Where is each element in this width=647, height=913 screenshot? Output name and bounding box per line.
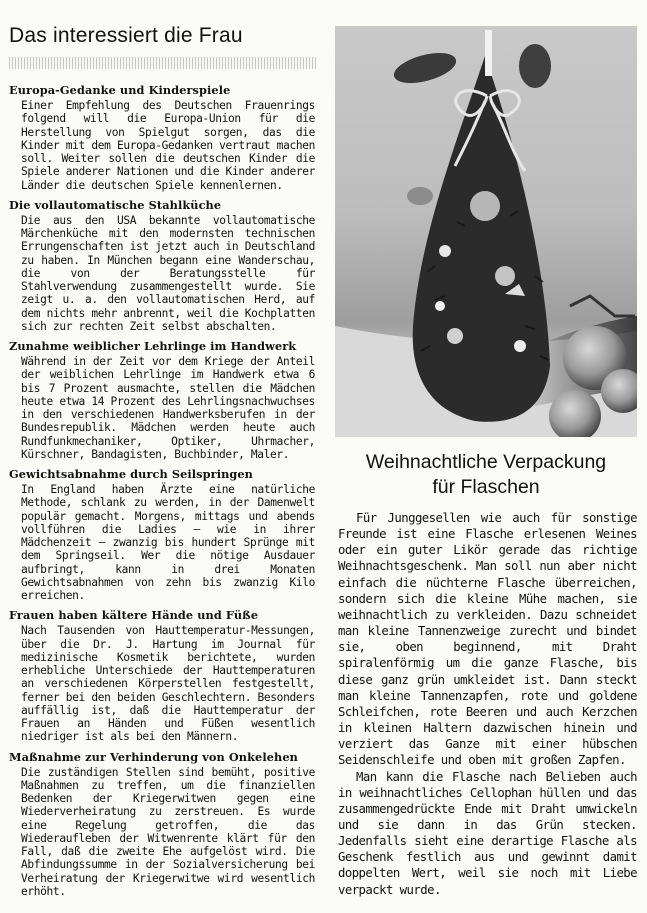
article-heading: Frauen haben kältere Hände und Füße bbox=[9, 608, 259, 623]
article-onkelehen bbox=[9, 750, 315, 899]
article-text: Die zuständigen Stellen sind bemüht, positive Maßnahmen zu treffen, um die finanziellen Bedenken der Kriegerwitwen gegen eine Wiederverheiratung zu zerstreuen. Es wurde eine Regelung getroffen, die das Wiederaufleben der Witwenrente klärt für den Fall, daß die zweite Ehe aufgelöst wird. Die Abfindungssumme in der Sozialversicherung bei Verheiratung der Kriegerwitwe wird wesentlich erhöht. bbox=[21, 765, 315, 898]
article-text: Die aus den USA bekannte vollautomatische Märchenküche mit den modernsten technischen Errungenschaften ist jetzt auch in Deutschland zu haben. In München begann eine Wanderschau, die von der Beratungsstelle für Stahlverwendung zusammengestellt wurde. Sie zeigt u. a. den vollautomatischen Herd, auf dem nichts mehr anbrennt, weil die Kochplatten sich zur rechten Zeit selbst abschalten. bbox=[21, 213, 315, 333]
article-heading: Die vollautomatische Stahlküche bbox=[9, 197, 222, 212]
article-heading: Gewichtsabnahme durch Seilspringen bbox=[9, 467, 253, 481]
article-text: Einer Empfehlung des Deutschen Frauenrings folgend will die Europa-Union für die Herstellung von Spielgut sorgen, das die Kinder mit dem Europa-Gedanken vertraut machen soll. Weiter sollen die deutschen Kinder die Spiele anderer Nationen und die Kinder anderer Länder die deutschen Spiele kennenlernen. bbox=[21, 99, 315, 192]
section-title: Das interessiert die Frau bbox=[9, 24, 243, 47]
headline-line-2: für Flaschen bbox=[432, 476, 540, 498]
article-text: Während in der Zeit vor dem Kriege der Anteil der weiblichen Lehrlinge im Handwerk etwa 6 bis 7 Prozent ausmachte, stellen die Mädchen heute etwa 14 Prozent des Lehrlingsnachwuchses in den verschiedenen Handwerksberufen in der Bundesrepublik. Mädchen werden heute auch Rundfunkmechaniker, Optiker, Uhrmacher, Kürschner, Bandagisten, Buchbinder, Maler. bbox=[21, 355, 315, 461]
article-text: Nach Tausenden von Hauttemperatur-Messungen, über die Dr. J. Hartung im Journal für medizinische Kosmetik berichtete, wurden erhebliche Unterschiede der Hauttemperaturen an verschiedenen Körperstellen festgestellt, ferner bei den beiden Geschlechtern. Besonders auffällig ist, daß die Hauttemperatur der Frauen an Händen und Füßen wesentlich niedriger ist als bei den Männern. bbox=[21, 624, 315, 744]
title-rule bbox=[9, 57, 317, 69]
article-seilspringen bbox=[9, 467, 315, 602]
article-text: In England haben Ärzte eine natürliche Methode, schlank zu werden, in der Damenwelt populär gemacht. Morgens, mittags und abends vollführen die Ladies — wie in ihrer Mädchenzeit — zwanzig bis hundert Sprünge mit dem Springseil. Wer die nötige Ausdauer aufbringt, kann in drei Monaten Gewichtsabnahmen von zehn bis zwanzig Kilo erreichen. bbox=[21, 483, 315, 602]
article-kalte-haende bbox=[9, 608, 315, 743]
feature-paragraph-2: Man kann die Flasche nach Belieben auch in weihnachtliches Cellophan hüllen und das zusammengedrückte Ende mit Draht umwickeln und sie dann in das Grün stecken. Jedenfalls sieht eine derartige Flasche als Geschenk festlich aus und gewinnt damit doppelten Wert, weil sie noch mit Liebe verpackt wurde. bbox=[338, 769, 637, 897]
decorated-bottle-illustration bbox=[335, 26, 637, 437]
article-heading: Zunahme weiblicher Lehrlinge im Handwerk bbox=[9, 339, 297, 353]
news-column bbox=[9, 83, 315, 904]
headline-line-1: Weihnachtliche Verpackung bbox=[365, 451, 607, 473]
article-lehrlinge bbox=[9, 339, 315, 461]
article-stahlkueche bbox=[9, 198, 315, 333]
feature-body bbox=[338, 510, 637, 898]
feature-paragraph-1: Für Junggesellen wie auch für sonstige Freunde ist eine Flasche erlesenen Weines oder ein guter Likör gerade das richtige Weihnachtsgeschenk. Man soll nun aber nicht einfach die nüchterne Flasche überreichen, sondern sich die kleine Mühe machen, sie weihnachtlich zu verkleiden. Dazu schneidet man kleine Tannenzweige zurecht und bindet sie, oben beginnend, mit Draht spiralenförmig um die ganze Flasche, bis diese ganz grün umkleidet ist. Dann steckt man kleine Tannenzapfen, rote und goldene Schleifchen, rote Beeren und auch Kerzchen in kleinen Haltern dazwischen hinein und verziert das Ganze mit einer hübschen Seidenschleife und oben mit großen Zapfen. bbox=[338, 511, 637, 768]
bottle-photo bbox=[335, 26, 637, 437]
article-heading: Maßnahme zur Verhinderung von Onkelehen bbox=[9, 749, 298, 764]
article-heading: Europa-Gedanke und Kinderspiele bbox=[9, 83, 231, 97]
feature-headline bbox=[335, 450, 637, 500]
article-europa bbox=[9, 83, 315, 192]
